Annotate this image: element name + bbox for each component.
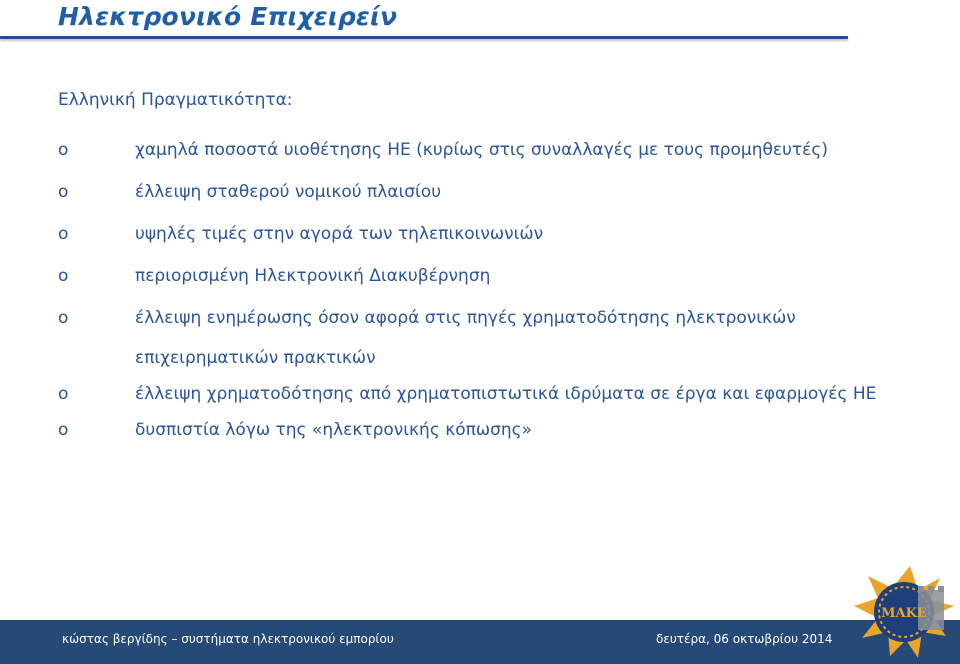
bullet-text: υψηλές τιμές στην αγορά των τηλεπικοινωνιών (135, 224, 544, 244)
footer-author: κώστας βεργίδης – συστήματα ηλεκτρονικού εμπορίου (62, 632, 394, 646)
bullet-marker-icon: o (58, 308, 69, 328)
bullet-marker-icon: o (58, 224, 69, 244)
bullet-marker-icon: o (58, 420, 69, 440)
bullet-text: έλλειψη χρηματοδότησης από χρηματοπιστωτικά ιδρύματα σε έργα και εφαρμογές ΗΕ (135, 384, 877, 404)
bullet-text: χαμηλά ποσοστά υιοθέτησης ΗΕ (κυρίως στις συναλλαγές με τους προμηθευτές) (135, 140, 828, 160)
bullet-text: περιορισμένη Ηλεκτρονική Διακυβέρνηση (135, 266, 491, 286)
slide-content (58, 90, 898, 460)
footer-date: δευτέρα, 06 οκτωβρίου 2014 (656, 632, 833, 646)
logo-castle-merlon (918, 586, 924, 592)
title-divider (0, 36, 848, 39)
bullet-item (58, 418, 898, 442)
bullet-list (58, 138, 898, 442)
bullet-text: δυσπιστία λόγω της «ηλεκτρονικής κόπωσης» (135, 420, 533, 440)
bullet-item (58, 374, 898, 414)
bullet-text: έλλειψη ενημέρωσης όσον αφορά στις πηγές χρηματοδότησης ηλεκτρονικών επιχειρηματικών πρακτικών (135, 308, 796, 368)
bullet-text: έλλειψη σταθερού νομικού πλαισίου (135, 182, 442, 202)
bullet-item (58, 264, 898, 288)
bullet-item (58, 222, 898, 246)
bullet-item (58, 180, 898, 204)
bullet-marker-icon: o (58, 266, 69, 286)
intro-text: Ελληνική Πραγματικότητα: (58, 90, 293, 110)
bullet-item (58, 298, 898, 378)
logo-text: ΜΑΚΕ (881, 606, 927, 621)
logo-castle-merlon (928, 586, 934, 592)
slide-title: Ηλεκτρονικό Επιχειρείν (58, 2, 398, 31)
logo-castle-merlon (938, 586, 944, 592)
bullet-marker-icon: o (58, 384, 69, 404)
bullet-marker-icon: o (58, 182, 69, 202)
bullet-item (58, 138, 898, 162)
university-logo-icon (848, 560, 960, 664)
bullet-marker-icon: o (58, 140, 69, 160)
